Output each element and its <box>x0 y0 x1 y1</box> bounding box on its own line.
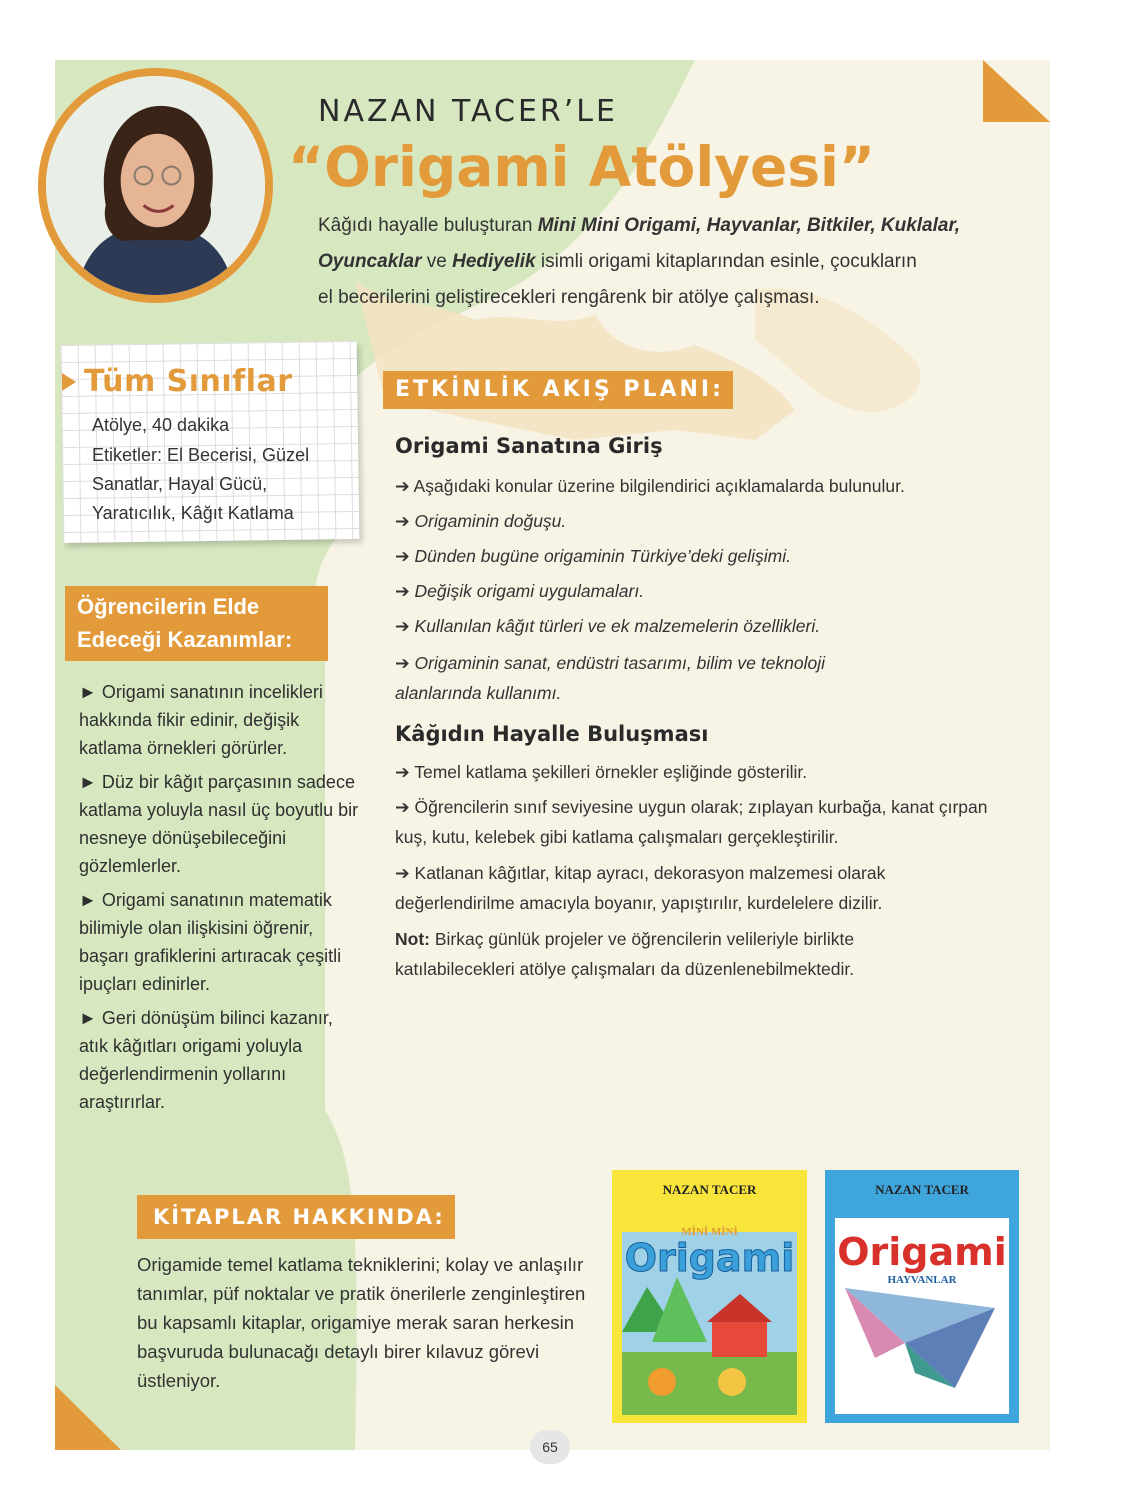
page-title: “Origami Atölyesi” <box>288 135 876 199</box>
section1-item: ➔ Origaminin doğuşu. <box>395 511 567 531</box>
flow-plan-heading: ETKİNLİK AKIŞ PLANI: <box>383 371 733 409</box>
section2-item: ➔ Katlanan kâğıtlar, kitap ayracı, dekorasyon malzemesi olarak değerlendirilme amacıyla boyanır, yapıştırılır, kurdelelere dizilir. <box>395 863 886 913</box>
intro-book-hediyelik: Hediyelik <box>452 251 536 272</box>
info-card-header <box>62 364 293 399</box>
intro-text-2: isimli origami kitaplarından esinle, çocukların <box>535 251 917 272</box>
gains-list <box>79 678 359 1122</box>
gains-heading <box>65 586 328 661</box>
section1-title: Origami Sanatına Giriş <box>395 434 663 458</box>
intro-text-1: Kâğıdı hayalle buluşturan <box>318 215 538 236</box>
intro-books-list: Mini Mini Origami, Hayvanlar, Bitkiler, Kuklalar, <box>537 215 961 236</box>
section1-item: ➔ Değişik origami uygulamaları. <box>395 581 645 601</box>
gain-item: ► Origami sanatının matematik bilimiyle olan ilişkisini öğrenir, başarı grafiklerini artıracak çeşitli ipuçları edinirler. <box>79 890 342 994</box>
info-card-meta: Atölye, 40 dakika <box>92 415 230 435</box>
book2-author: NAZAN TACER <box>875 1182 969 1197</box>
section1-item: ➔ Kullanılan kâğıt türleri ve ek malzemelerin özellikleri. <box>395 616 821 636</box>
gains-heading-line2: Edeceği Kazanımlar: <box>77 627 293 652</box>
section2-title: Kâğıdın Hayalle Buluşması <box>395 722 709 746</box>
section1-item: ➔ Origaminin sanat, endüstri tasarımı, bilim ve teknoloji alanlarında kullanımı. <box>395 653 825 703</box>
note-paragraph <box>395 924 935 984</box>
book1-author: NAZAN TACER <box>662 1182 757 1197</box>
book1-subtitle: MİNİ MİNİ <box>681 1226 738 1238</box>
info-card-tags: Etiketler: El Becerisi, Güzel Sanatlar, Hayal Gücü, Yaratıcılık, Kâğıt Katlama <box>92 445 310 523</box>
book2-subtitle: HAYVANLAR <box>887 1274 957 1286</box>
intro-ve: ve <box>421 251 453 272</box>
book-cover-origami-hayvanlar <box>825 1170 1019 1423</box>
book2-title: Origami <box>837 1230 1007 1274</box>
play-triangle-icon <box>62 373 76 391</box>
section2-item: ➔ Temel katlama şekilleri örnekler eşliğinde gösterilir. <box>395 762 808 782</box>
note-label: Not: <box>395 929 430 949</box>
intro-text-3: el becerilerini geliştirecekleri rengârenk bir atölye çalışması. <box>318 287 820 308</box>
gains-heading-line1: Öğrencilerin Elde <box>77 594 260 619</box>
gain-item: ► Geri dönüşüm bilinci kazanır, atık kâğıtları origami yoluyla değerlendirmenin yollarını araştırırlar. <box>79 1008 333 1112</box>
books-description: Origamide temel katlama tekniklerini; kolay ve anlaşılır tanımlar, püf noktalar ve pratik önerilerle zenginleştiren bu kapsamlı kitaplar, origamiye merak saran herkesin başvuruda bulunacağı detaylı birer kılavuz görevi üstleniyor. <box>137 1254 586 1391</box>
book1-title: Origami <box>624 1236 795 1280</box>
info-card-title: Tüm Sınıflar <box>84 364 293 399</box>
section1-item: ➔ Aşağıdaki konular üzerine bilgilendirici açıklamalarda bulunulur. <box>395 476 905 496</box>
header-kicker: NAZAN TACER’LE <box>318 94 618 129</box>
section1-item: ➔ Dünden bugüne origaminin Türkiye’deki gelişimi. <box>395 546 791 566</box>
section2-item: ➔ Öğrencilerin sınıf seviyesine uygun olarak; zıplayan kurbağa, kanat çırpan kuş, kutu, kelebek gibi katlama çalışmaları gerçekleştirilir. <box>395 797 988 847</box>
intro-book-oyuncaklar: Oyuncaklar <box>318 251 422 272</box>
intro-paragraph <box>318 208 1018 316</box>
note-text: Birkaç günlük projeler ve öğrencilerin velileriyle birlikte katılabilecekleri atölye çalışmaları da düzenlenebilmektedir. <box>395 929 855 979</box>
books-heading: KİTAPLAR HAKKINDA: <box>137 1195 455 1239</box>
author-portrait <box>38 68 273 303</box>
gain-item: ► Düz bir kâğıt parçasının sadece katlama yoluyla nasıl üç boyutlu bir nesneye dönüşebileceğini gözlemlerler. <box>79 772 359 876</box>
book-cover-mini-mini-origami <box>612 1170 807 1423</box>
gain-item: ► Origami sanatının incelikleri hakkında fikir edinir, değişik katlama örnekleri görürler. <box>79 682 323 758</box>
page-number: 65 <box>530 1430 570 1464</box>
